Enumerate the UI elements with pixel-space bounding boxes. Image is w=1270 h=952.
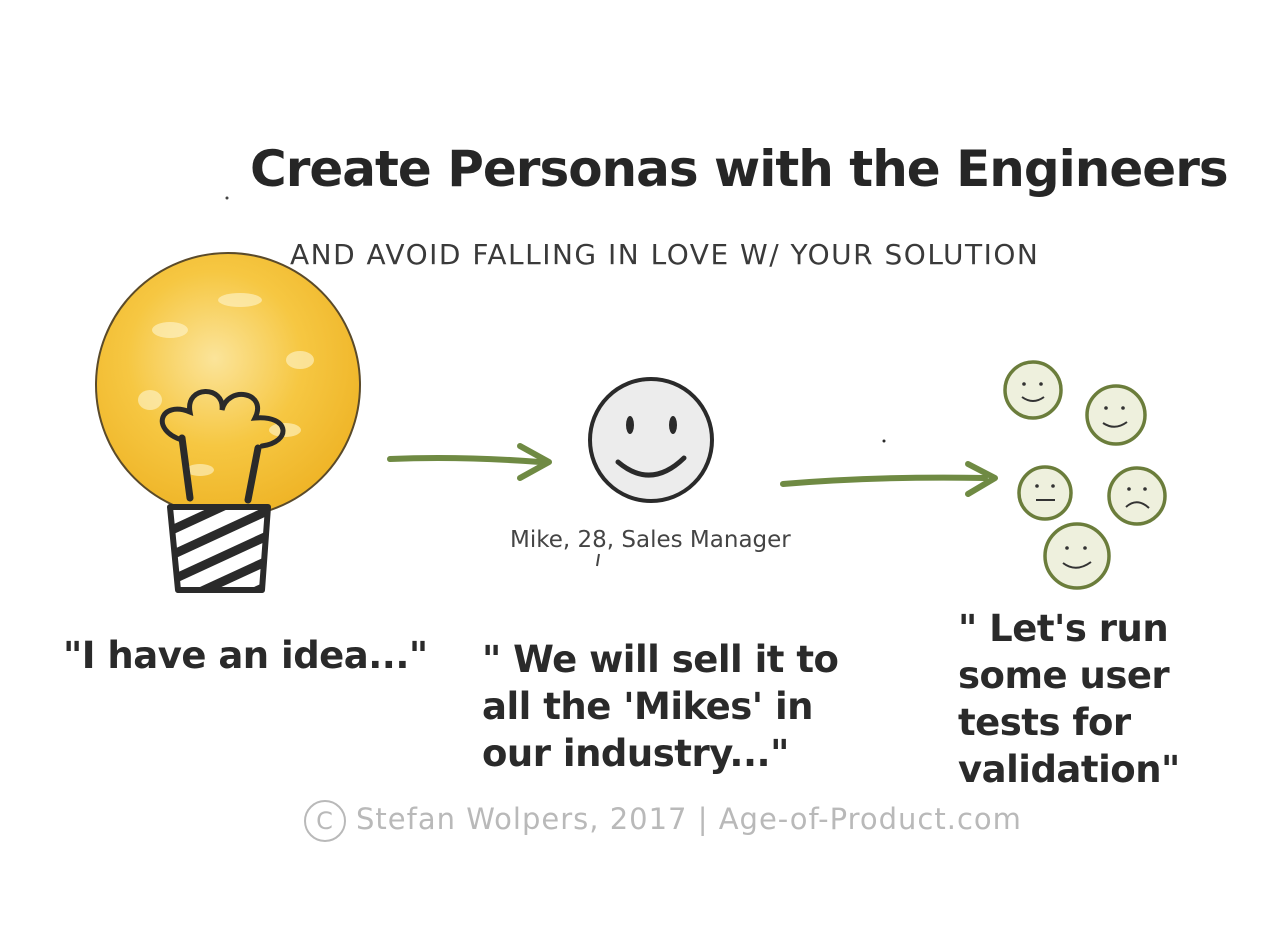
copyright-icon: C — [304, 800, 346, 842]
quote-idea: "I have an idea..." — [63, 634, 428, 677]
copyright — [304, 800, 1022, 842]
quote-tests: " Let's run some user tests for validation" — [958, 607, 1180, 791]
user-face-happy — [1005, 362, 1061, 418]
persona-label: Mike, 28, Sales Manager — [510, 527, 791, 553]
mark — [597, 554, 599, 566]
light-bulb-icon — [96, 253, 360, 640]
user-face-neutral — [1019, 467, 1071, 519]
arrow-icon — [783, 464, 995, 494]
user-face-sad — [1109, 468, 1165, 524]
subtitle: AND AVOID FALLING IN LOVE W/ YOUR SOLUTION — [290, 238, 1040, 271]
copyright-text: Stefan Wolpers, 2017 | Age-of-Product.com — [356, 802, 1022, 836]
smiley-face-icon — [590, 379, 712, 501]
user-faces-icon — [1005, 362, 1165, 588]
page-title: Create Personas with the Engineers — [250, 140, 1228, 198]
arrow-icon — [390, 446, 549, 478]
user-face-happy — [1087, 386, 1145, 444]
dot — [883, 440, 886, 443]
quote-sell: " We will sell it to all the 'Mikes' in our industry..." — [482, 638, 839, 775]
dot — [226, 197, 229, 200]
user-face-happy — [1045, 524, 1109, 588]
